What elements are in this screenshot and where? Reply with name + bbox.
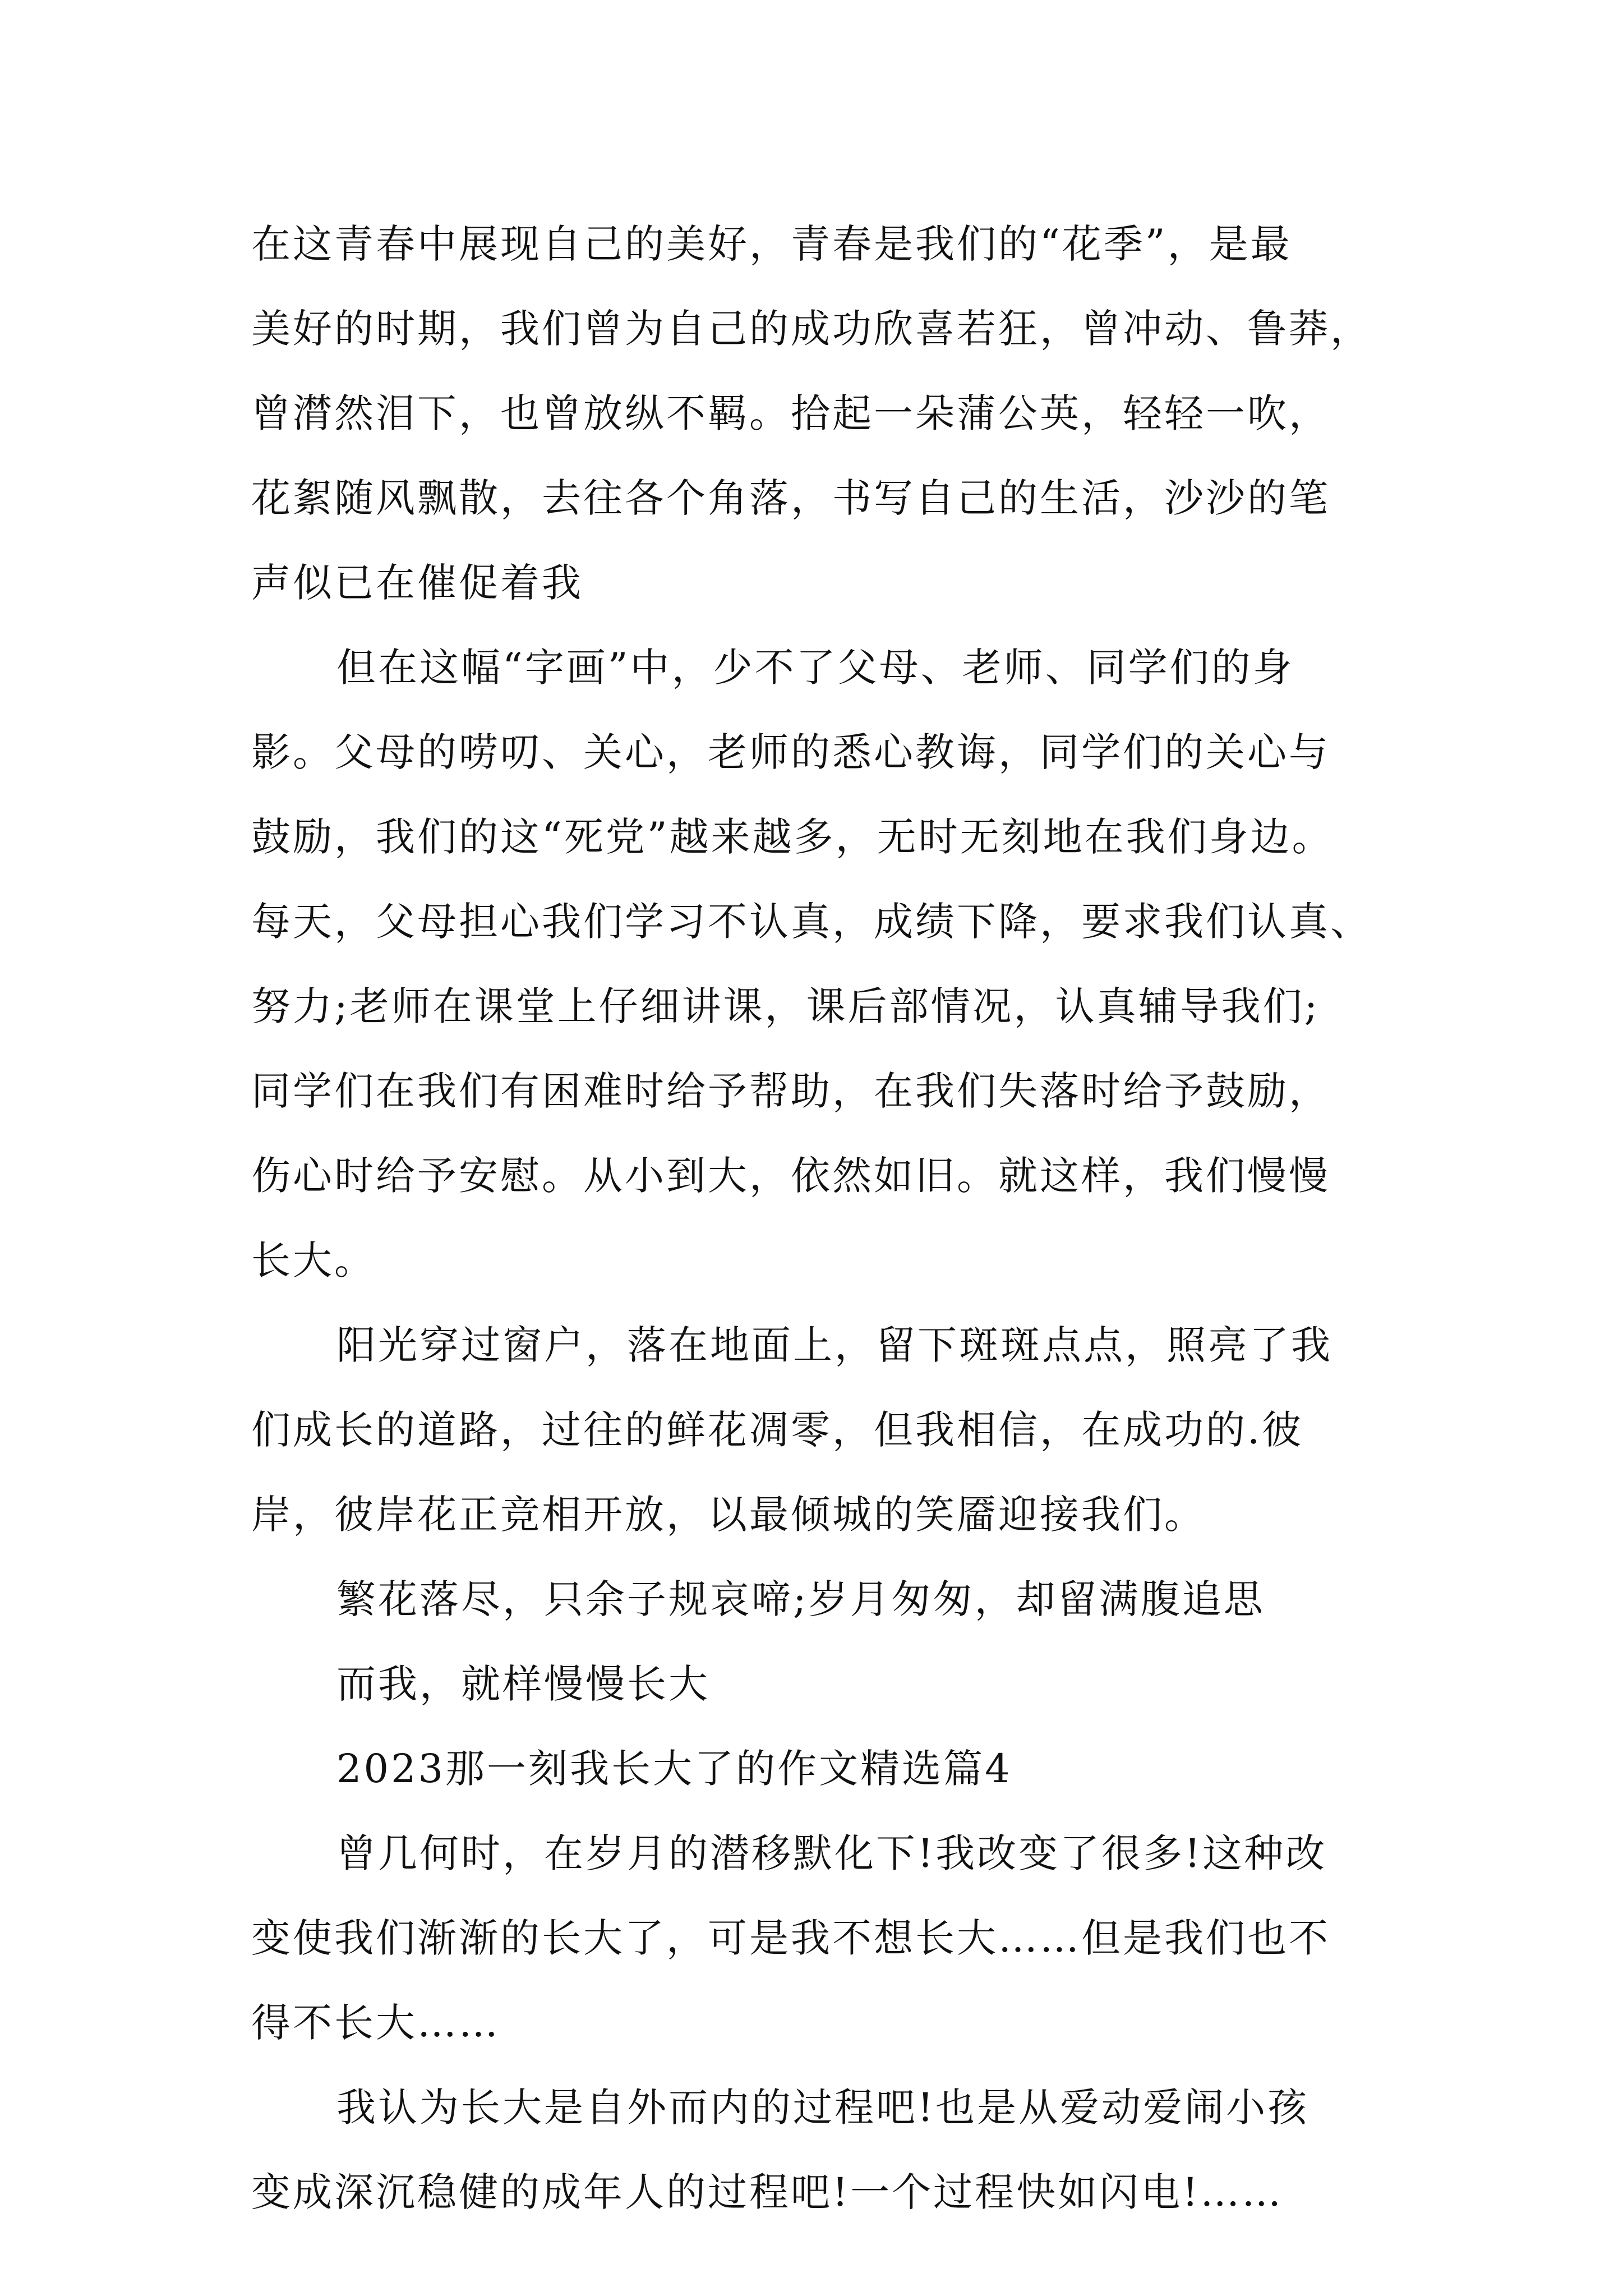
text-line: 每天，父母担心我们学习不认真，成绩下降，要求我们认真、: [251, 899, 1372, 945]
paragraph-start-line: 但在这幅“字画”中，少不了父母、老师、同学们的身: [336, 645, 1294, 691]
text-line: 影。父母的唠叨、关心，老师的悉心教诲，同学们的关心与: [251, 729, 1330, 775]
section-heading: 2023那一刻我长大了的作文精选篇4: [336, 1746, 1012, 1792]
text-line: 花絮随风飘散，去往各个角落，书写自己的生活，沙沙的笔: [251, 475, 1330, 521]
text-line: 在这青春中展现自己的美好，青春是我们的“花季”，是最: [251, 221, 1292, 267]
text-line: 声似已在催促着我: [251, 560, 583, 606]
text-line: 鼓励，我们的这“死党”越来越多，无时无刻地在我们身边。: [251, 814, 1334, 860]
text-line: 变使我们渐渐的长大了，可是我不想长大……但是我们也不: [251, 1915, 1330, 1961]
text-line: 美好的时期，我们曾为自己的成功欣喜若狂，曾冲动、鲁莽，: [251, 306, 1372, 352]
text-line: 伤心时给予安慰。从小到大，依然如旧。就这样，我们慢慢: [251, 1153, 1330, 1199]
text-line: 岸，彼岸花正竞相开放，以最倾城的笑靥迎接我们。: [251, 1492, 1206, 1538]
paragraph-start-line: 繁花落尽，只余子规哀啼;岁月匆匆，却留满腹追思: [336, 1576, 1265, 1622]
paragraph-start-line: 而我，就样慢慢长大: [336, 1661, 710, 1707]
text-line: 努力;老师在课堂上仔细讲课，课后部情况，认真辅导我们;: [251, 983, 1320, 1029]
paragraph-start-line: 我认为长大是自外而内的过程吧!也是从爱动爱闹小孩: [336, 2085, 1310, 2131]
text-line: 曾潸然泪下，也曾放纵不羁。拾起一朵蒲公英，轻轻一吹，: [251, 390, 1330, 436]
text-line: 长大。: [251, 1237, 376, 1283]
text-line: 同学们在我们有困难时给予帮助，在我们失落时给予鼓励，: [251, 1068, 1330, 1114]
essay-body: [251, 202, 1390, 2235]
text-line: 得不长大……: [251, 2000, 500, 2046]
text-line: 变成深沉稳健的成年人的过程吧!一个过程快如闪电!……: [251, 2169, 1284, 2215]
paragraph-start-line: 阳光穿过窗户，落在地面上，留下斑斑点点，照亮了我: [336, 1322, 1332, 1368]
paragraph-start-line: 曾几何时，在岁月的潜移默化下!我改变了很多!这种改: [336, 1830, 1327, 1876]
text-line: 们成长的道路，过往的鲜花凋零，但我相信，在成功的.彼: [251, 1407, 1304, 1453]
